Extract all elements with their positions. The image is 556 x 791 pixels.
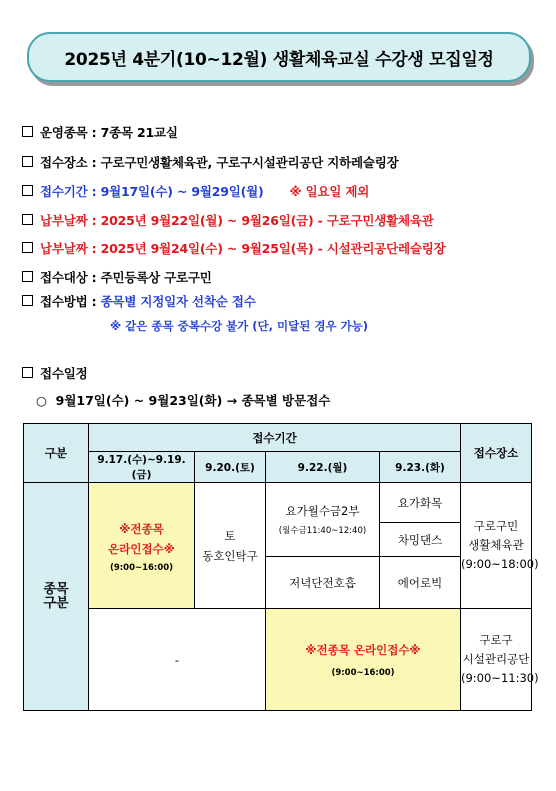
place-2: 구로구 시설관리공단 (9:00~11:30) <box>461 609 532 711</box>
online-all-time: (9:00~16:00) <box>109 562 174 573</box>
item-value: 7종목 21교실 <box>100 125 178 140</box>
checkbox-icon <box>22 156 33 167</box>
item-value: 2025년 9월24일(수) ~ 9월25일(목) - 시설관리공단레슬링장 <box>100 241 446 256</box>
checkbox-icon <box>22 126 33 137</box>
item-value: 주민등록상 구로구민 <box>100 270 212 285</box>
schedule-heading-text: 접수일정 <box>40 366 88 381</box>
online-all-cell <box>89 483 195 609</box>
place-1: 구로구민 생활체육관 (9:00~18:00) <box>461 483 532 609</box>
monday-class-1-cell <box>266 483 380 557</box>
item-payment-1: 납부날짜 : 2025년 9월22일(월) ~ 9월26일(금) - 구로구민생활체육관 <box>22 211 434 229</box>
date-header: 9.23.(화) <box>380 452 461 483</box>
monday-class-2: 저녁단전호흡 <box>266 557 380 609</box>
item-period: 접수기간 : 9월17일(수) ~ 9월29일(월) ※ 일요일 제외 <box>22 182 369 200</box>
checkbox-icon <box>22 271 33 282</box>
item-operation: 운영종목 : 7종목 21교실 <box>22 123 178 141</box>
item-value: 9월17일(수) ~ 9월29일(월) <box>100 184 264 199</box>
checkbox-icon <box>22 367 33 378</box>
header-category: 구분 <box>24 424 89 483</box>
schedule-period-text: 9월17일(수) ~ 9월23일(화) → 종목별 방문접수 <box>55 393 331 408</box>
saturday-cell: 토 동호인탁구 <box>195 483 266 609</box>
item-label: 접수장소 <box>40 155 88 170</box>
item-value: 종목별 지정일자 선착순 접수 <box>100 294 256 309</box>
header-period: 접수기간 <box>89 424 461 452</box>
item-label: 접수방법 <box>40 294 88 309</box>
schedule-table <box>23 423 539 711</box>
item-label: 납부날짜 <box>40 213 88 228</box>
online-all-cell-2 <box>266 609 461 711</box>
monday-class-1: 요가월수금2부 <box>285 504 360 518</box>
item-label: 운영종목 <box>40 125 88 140</box>
schedule-period <box>36 391 330 409</box>
checkbox-icon <box>22 242 33 253</box>
date-header: 9.22.(월) <box>266 452 380 483</box>
online-all-text-2: ※전종목 온라인접수※ <box>305 642 421 657</box>
page-title: 2025년 4분기(10~12월) 생활체육교실 수강생 모집일정 <box>27 32 531 82</box>
header-place: 접수장소 <box>461 424 532 483</box>
checkbox-icon <box>22 295 33 306</box>
schedule-heading <box>22 364 88 382</box>
checkbox-icon <box>22 214 33 225</box>
item-payment-2: 납부날짜 : 2025년 9월24일(수) ~ 9월25일(목) - 시설관리공단레슬링장 <box>22 239 446 257</box>
monday-class-1-time: (월수금11:40~12:40) <box>278 526 367 536</box>
item-note: ※ 일요일 제외 <box>289 184 370 199</box>
online-all-text: ※전종목 온라인접수※ <box>108 521 175 556</box>
item-label: 납부날짜 <box>40 241 88 256</box>
item-value: 2025년 9월22일(월) ~ 9월26일(금) - 구로구민생활체육관 <box>100 213 434 228</box>
checkbox-icon <box>22 185 33 196</box>
tuesday-class-2: 차밍댄스 <box>380 523 461 557</box>
item-method: 접수방법 : 종목별 지정일자 선착순 접수 <box>22 292 256 310</box>
item-value: 구로구민생활체육관, 구로구시설관리공단 지하레슬링장 <box>100 155 399 170</box>
item-method-note: ※ 같은 종목 중복수강 불가 (단, 미달된 경우 가능) <box>110 319 369 333</box>
item-label: 접수대상 <box>40 270 88 285</box>
tuesday-class-3: 에어로빅 <box>380 557 461 609</box>
tuesday-class-1: 요가화목 <box>380 483 461 523</box>
item-label: 접수기간 <box>40 184 88 199</box>
date-header: 9.20.(토) <box>195 452 266 483</box>
empty-dash-cell: - <box>89 609 266 711</box>
item-location: 접수장소 : 구로구민생활체육관, 구로구시설관리공단 지하레슬링장 <box>22 153 398 171</box>
online-all-time-2: (9:00~16:00) <box>331 667 395 678</box>
date-header: 9.17.(수)~9.19.(금) <box>89 452 195 483</box>
circle-bullet-icon: ○ <box>36 393 47 408</box>
row-category: 종목 구분 <box>24 483 89 711</box>
item-target: 접수대상 : 주민등록상 구로구민 <box>22 268 212 286</box>
